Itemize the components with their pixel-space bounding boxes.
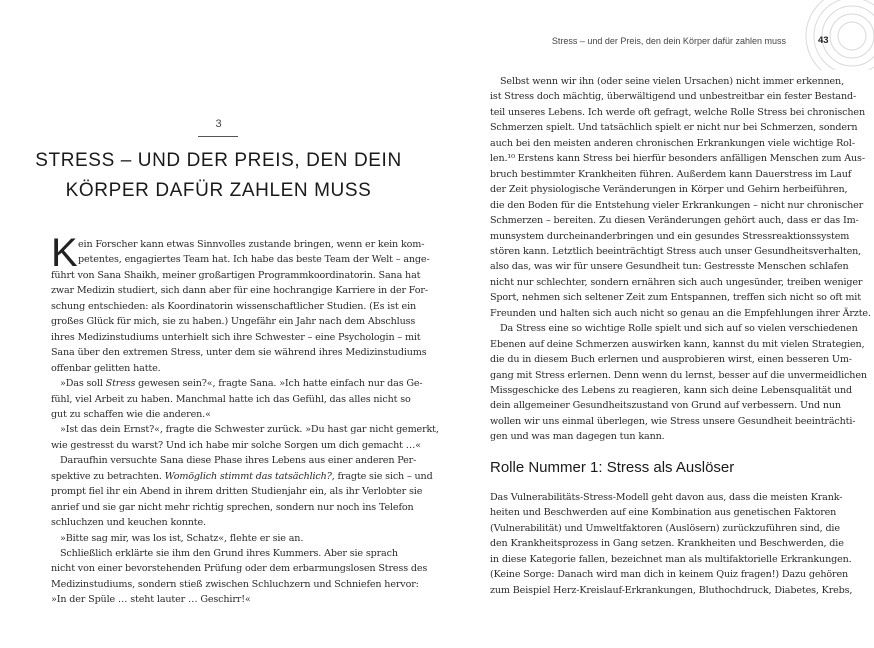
section-heading: Rolle Nummer 1: Stress als Auslöser (490, 459, 735, 476)
text-span: Da Stress eine so wichtige Rolle spielt und sich auf so vielen verschiedenen (500, 323, 858, 335)
text-span: heiten und Beschwerden auf eine Kombination aus genetischen Faktoren (490, 507, 837, 519)
text-span: fühl, viel Arbeit zu haben. Manchmal hatte ich das Gefühl, das alles nicht so (51, 393, 411, 405)
text-span: die du in diesem Buch erlernen und ausprobieren wirst, einen besseren Um- (490, 354, 852, 366)
text-span: Daraufhin versuchte Sana diese Phase ihres Lebens aus einer anderen Per- (60, 455, 417, 467)
body-line (490, 368, 867, 384)
text-span: Selbst wenn wir ihn (oder seine vielen Ursachen) nicht immer erkennen, (500, 76, 844, 87)
body-line (51, 283, 428, 299)
body-line (51, 438, 421, 454)
text-span: zum Beispiel Herz-Kreislauf-Erkrankungen, Bluthochdruck, Diabetes, Krebs, (490, 584, 853, 596)
body-line (490, 89, 857, 105)
text-span: Freunden und halten sich auch nicht so genau an die Empfehlungen ihrer Ärzte. (490, 307, 871, 319)
body-line (51, 515, 381, 531)
body-line (51, 484, 423, 500)
body-line (51, 500, 414, 516)
chapter-title-line-1: STRESS – UND DER PREIS, DEN DEIN (35, 150, 402, 171)
text-span: die den Boden für die Entstehung vieler Erkrankungen – nicht nur chronischer (490, 199, 864, 211)
text-span: nicht nur schlechter, sondern ernähren sich auch ungesünder, treiben weniger (490, 276, 863, 288)
text-span: Medizinstudiums, sondern stieß zwischen Schluchzern und Schniefen hervor: (51, 578, 419, 590)
body-line (60, 531, 381, 547)
text-span: munsystem durcheinanderbringen und ein gesundes Stressreaktionssystem (490, 230, 850, 242)
text-span: gang mit Stress erlernen. Denn wenn du lernst, besser auf die unvermeidlichen (490, 369, 867, 381)
body-line (51, 268, 421, 284)
chapter-number: 3 (215, 118, 222, 130)
body-line (490, 398, 841, 414)
text-span: Sport, nehmen sich seltener Zeit zum Entspannen, treffen sich nicht so oft mit (490, 292, 861, 304)
text-span: Schmerzen spielt. Und tatsächlich spielt er nicht nur bei Schmerzen, sondern (490, 122, 858, 134)
text-span: Sana über den extremen Stress, unter dem sie während ihres Medizinstudiums (51, 347, 427, 359)
body-line (78, 237, 425, 253)
body-line (490, 352, 852, 368)
body-line (490, 259, 849, 275)
text-span: petentes, engagiertes Team hat. Ich habe das beste Team der Welt – ange- (78, 254, 430, 266)
text-span: also das, was wir für unsere Gesundheit tun: Gestresste Menschen schlafen (490, 261, 849, 273)
body-line (490, 136, 855, 152)
text-span: Missgeschicke des Lebens zu reagieren, kann sich deine Lebensqualität und (490, 385, 853, 396)
text-span: zwar Medizin studiert, sich dann aber für eine hochrangige Karriere in der For- (51, 285, 428, 297)
body-line (490, 383, 853, 399)
text-span: großes Glück für mich, sie zu haben.) Ungefähr ein Jahr nach dem Abschluss (51, 316, 416, 328)
section-line (490, 583, 853, 599)
body-line (51, 577, 419, 593)
text-span: den Krankheitsprozess in Gang setzen. Krankheiten und Beschwerden, die (490, 538, 844, 550)
body-line (51, 345, 427, 361)
body-line (51, 299, 417, 315)
text-span: nicht von einer bevorstehenden Prüfung oder dem erbarmungslosen Stress des (51, 563, 428, 575)
body-line (78, 252, 430, 268)
section-line (490, 505, 837, 521)
body-line (490, 213, 859, 229)
body-line (60, 453, 417, 469)
italic-text: Stress (105, 378, 136, 390)
text-span: len.¹⁰ Erstens kann Stress bei hierfür besonders anfälligen Menschen zum Aus- (490, 153, 865, 165)
body-line (490, 244, 862, 260)
decorative-rings-icon (790, 0, 874, 70)
text-span: der Zeit physiologische Veränderungen in Körper und Gehirn herbeiführen, (490, 184, 848, 196)
body-line (490, 182, 848, 198)
drop-cap: K (51, 231, 78, 275)
text-span: dein allgemeiner Gesundheitszustand von Grund auf verbessern. Und nun (490, 400, 841, 412)
body-line (51, 392, 411, 408)
text-span: »In der Spüle … steht lauter … Geschirr!« (51, 594, 251, 606)
body-line (490, 429, 828, 445)
text-span: gewesen sein?«, fragte Sana. »Ich hatte einfach nur das Ge- (135, 378, 423, 390)
text-span: Ebenen auf deine Schmerzen auswirken kann, kannst du mit vielen Strategien, (490, 338, 865, 350)
chapter-title-line-2: KÖRPER DAFÜR ZAHLEN MUSS (65, 180, 372, 201)
text-span: wie gestresst du warst? Und ich habe mir solche Sorgen um dich gemacht …« (51, 439, 421, 451)
body-line (490, 167, 852, 183)
text-span: (Keine Sorge: Danach wird man dich in keinem Quiz fragen!) Dazu gehören (490, 569, 849, 581)
text-span: Schmerzen – bereiten. Zu diesen Veränderungen gehört auch, dass er das Im- (490, 215, 859, 227)
text-span: ihres Medizinstudiums unterhielt sich ihre Schwester – eine Psychologin – mit (51, 331, 421, 343)
body-line (60, 546, 398, 562)
section-line (490, 536, 844, 552)
text-span: stören kann. Letztlich beeinträchtigt Stress auch unser Gesundheitsverhalten, (490, 245, 862, 257)
section-line (490, 490, 843, 506)
body-line (51, 561, 428, 577)
body-line (490, 414, 856, 430)
text-span: in diese Kategorie fallen, bezeichnet man als multifaktorielle Erkrankungen. (490, 553, 852, 565)
body-line (51, 407, 381, 423)
chapter-rule (198, 136, 238, 137)
text-span: gut zu schaffen wie die anderen.« (51, 408, 211, 420)
text-span: anrief und sie gar nicht mehr richtig sprechen, sondern nur noch ins Telefon (51, 501, 414, 513)
section-line (490, 552, 852, 568)
text-span: »Bitte sag mir, was los ist, Schatz«, flehte er sie an. (60, 532, 304, 544)
body-line (500, 321, 858, 337)
body-line (60, 422, 439, 438)
text-span: Schließlich erklärte sie ihm den Grund ihres Kummers. Aber sie sprach (60, 548, 398, 559)
body-line (51, 314, 416, 330)
page-number: 43 (818, 35, 829, 46)
section-line (490, 567, 849, 583)
text-span: ein Forscher kann etwas Sinnvolles zustande bringen, wenn er kein kom- (78, 239, 425, 250)
text-span: wollen wir uns einmal überlegen, wie Stress unsere Gesundheit beeinträchti- (490, 415, 856, 427)
body-line (60, 376, 423, 392)
body-line (490, 229, 850, 245)
text-span: prompt fiel ihr ein Abend in ihrem dritten Studienjahr ein, als ihr Verlobter sie (51, 486, 423, 498)
body-line (490, 275, 863, 291)
body-line (490, 120, 858, 136)
running-head: Stress – und der Preis, den dein Körper dafür zahlen muss (551, 36, 786, 46)
body-line (51, 361, 381, 377)
body-line (490, 151, 865, 167)
body-line (490, 198, 864, 214)
body-line (490, 306, 871, 322)
body-line (51, 330, 421, 346)
text-span: schluchzen und keuchen konnte. (51, 517, 206, 529)
body-line (490, 337, 865, 353)
body-line (500, 74, 844, 90)
text-span: bruch bestimmter Krankheiten führen. Außerdem kann Dauerstress im Lauf (490, 168, 852, 180)
text-span: »Ist das dein Ernst?«, fragte die Schwester zurück. »Du hast gar nicht gemerkt, (60, 424, 439, 436)
text-span: spektive zu betrachten. (51, 470, 165, 482)
body-line (51, 469, 433, 485)
text-span: schung entschieden: als Koordinatorin wissenschaftlicher Studien. (Es ist ein (51, 300, 417, 312)
body-line (490, 290, 861, 306)
italic-text: Womöglich stimmt das tatsächlich? (164, 470, 332, 482)
text-span: Das Vulnerabilitäts-Stress-Modell geht davon aus, dass die meisten Krank- (490, 492, 843, 503)
text-span: , fragte sie sich – und (331, 470, 433, 482)
body-line (51, 592, 381, 608)
text-span: auch bei den meisten anderen chronischen Erkrankungen viele wichtige Rol- (490, 137, 855, 149)
text-span: gen und was man dagegen tun kann. (490, 431, 665, 443)
text-span: teil unseres Lebens. Ich werde oft gefragt, welche Rolle Stress bei chronischen (490, 106, 865, 118)
text-span: offenbar gelitten hatte. (51, 362, 161, 374)
text-span: führt von Sana Shaikh, meiner großartigen Programmkoordinatorin. Sana hat (51, 269, 421, 281)
text-span: »Das soll (60, 378, 106, 390)
section-line (490, 521, 840, 537)
text-span: (Vulnerabilität) und Umweltfaktoren (Auslösern) zurückzuführen sind, die (490, 522, 840, 534)
body-line (490, 105, 865, 121)
text-span: ist Stress doch mächtig, überwältigend und unbestreitbar ein fester Bestand- (490, 91, 857, 103)
